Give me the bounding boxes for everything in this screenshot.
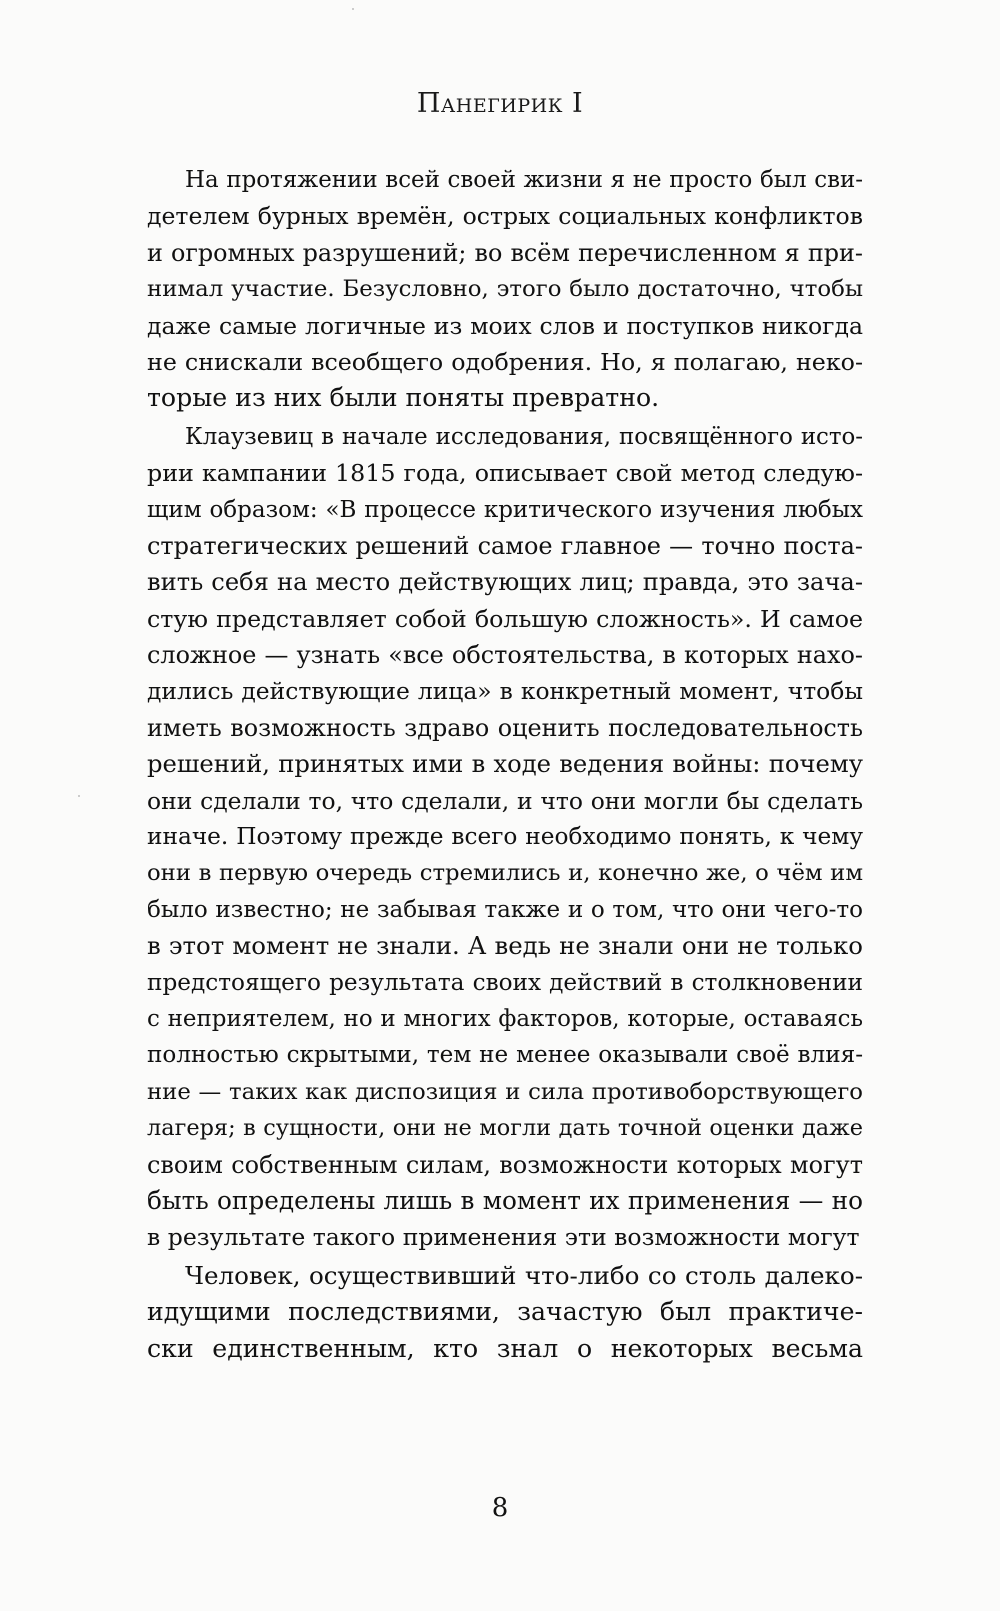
text-line: в результате такого применения эти возможности могут [147,1223,860,1252]
text-line: Клаузевиц в начале исследования, посвящённого исто- [185,423,863,450]
text-line: ние — таких как диспозиция и сила противоборствующего [147,1078,863,1105]
body-text [147,162,863,1367]
paragraph-2 [147,419,863,1256]
paper-speck [78,795,80,797]
text-line: решений, принятых ими в ходе ведения войны: почему [147,749,863,779]
text-line: стратегических решений самое главное — точно поста- [147,531,863,560]
paragraph-3 [147,1258,863,1367]
text-line: ски единственным, кто знал о некоторых весьма [147,1333,863,1363]
text-line: торые из них были поняты превратно. [147,383,660,413]
text-line: полностью скрытыми, тем не менее оказывали своё влия- [147,1042,863,1069]
running-header-title: Панегирик I [416,88,584,119]
text-line: не снискали всеобщего одобрения. Но, я полагаю, неко- [147,347,863,376]
text-line: вить себя на место действующих лиц; правда, это зача- [147,568,863,597]
text-line: дились действующие лица» в конкретный момент, чтобы [147,677,863,706]
text-line: они сделали то, что сделали, и что они могли бы сделать [147,786,863,815]
text-line: с неприятелем, но и многих факторов, которые, оставаясь [147,1005,863,1032]
text-line: идущими последствиями, зачастую был практиче- [147,1297,863,1327]
text-line: Человек, осуществивший что-либо со столь далеко- [185,1260,863,1290]
text-line: в этот момент не знали. А ведь не знали они не только [147,931,863,961]
text-line: стую представляет собой большую сложность». И самое [147,604,863,633]
text-line: На протяжении всей своей жизни я не просто был сви- [185,167,863,193]
text-line: рии кампании 1815 года, описывает свой метод следую- [147,459,863,488]
text-line: быть определены лишь в момент их применения — но [147,1185,863,1215]
text-line: сложное — узнать «все обстоятельства, в которых нахо- [147,641,863,670]
text-line: иметь возможность здраво оценить последовательность [147,713,863,742]
text-line: нимал участие. Безусловно, этого было достаточно, чтобы [147,276,863,303]
running-header [0,88,1000,119]
text-line: они в первую очередь стремились и, конечно же, о чём им [147,860,863,887]
text-line: детелем бурных времён, острых социальных конфликтов [147,202,863,231]
text-line: предстоящего результата своих действий в столкновении [147,968,863,996]
text-line: своим собственным силам, возможности которых могут [147,1150,863,1179]
paper-speck [352,8,354,10]
paragraph-1 [147,162,863,417]
text-line: даже самые логичные из моих слов и поступков никогда [147,311,863,340]
text-line: лагеря; в сущности, они не могли дать точной оценки даже [147,1115,863,1142]
text-line: и огромных разрушений; во всём перечисленном я при- [147,238,863,267]
text-line: иначе. Поэтому прежде всего необходимо понять, к чему [147,823,863,851]
text-line: щим образом: «В процессе критического изучения любых [147,496,863,523]
page-number: 8 [491,1493,509,1523]
text-line: было известно; не забывая также и о том, что они чего-то [147,896,863,923]
